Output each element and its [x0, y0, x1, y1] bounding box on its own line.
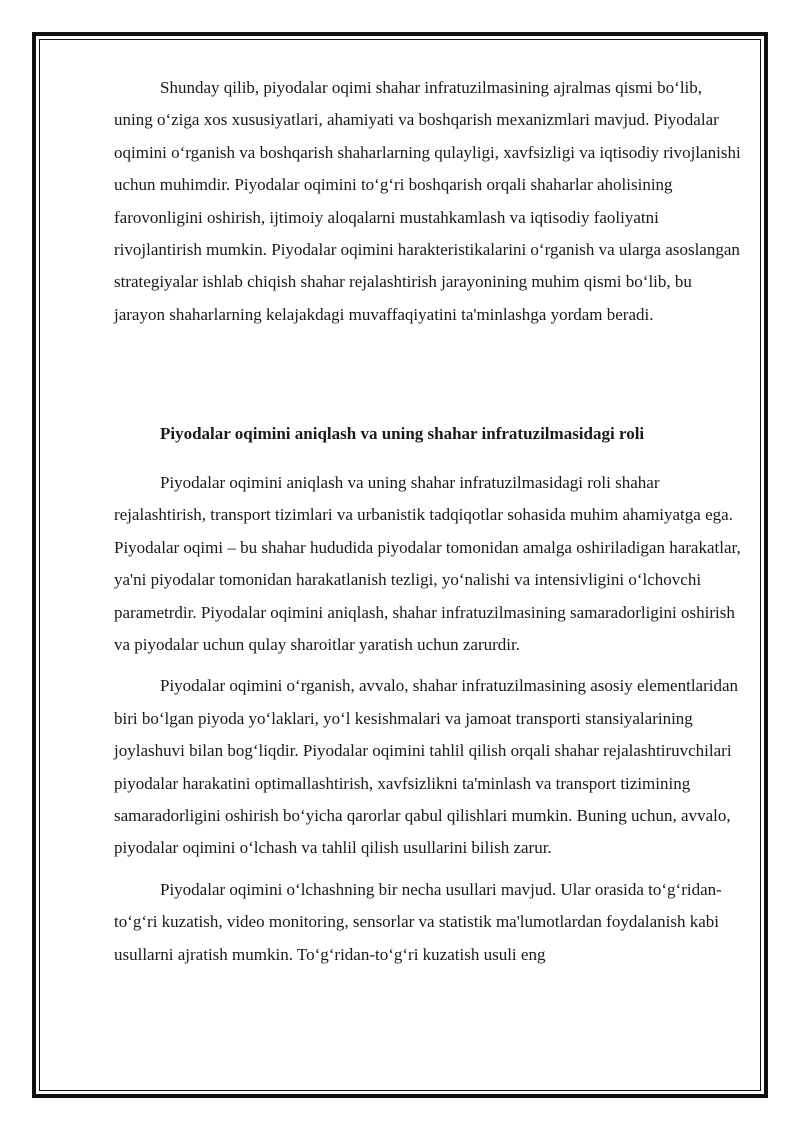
- paragraph: Piyodalar oqimini o‘lchashning bir necha usullari mavjud. Ular orasida to‘g‘ridan-to‘g‘ri kuzatish, video monitoring, sensorlar va statistik ma'lumotlardan foydalanish kabi usullarni ajratish mumkin. To‘g‘ridan-to‘g‘ri kuzatish usuli eng: [114, 879, 722, 964]
- paragraph: Piyodalar oqimini aniqlash va uning shahar infratuzilmasidagi roli shahar rejalashtirish, transport tizimlari va urbanistik tadqiqotlar sohasida muhim ahamiyatga ega. Piyodalar oqimi – bu shahar hududida piyodalar tomonidan amalga oshiriladigan harakatlar, ya'ni piyodalar tomonidan harakatlanish tezligi, yo‘nalishi va intensivligini o‘lchovchi parametrdir. Piyodalar oqimini aniqlash, shahar infratuzilmasining samaradorligini oshirish va piyodalar uchun qulay sharoitlar yaratish uchun zarurdir.: [114, 473, 741, 655]
- section-heading: Piyodalar oqimini aniqlash va uning shahar infratuzilmasidagi roli: [160, 424, 645, 443]
- paragraph: Shunday qilib, piyodalar oqimi shahar infratuzilmasining ajralmas qismi bo‘lib, uning o‘ziga xos xususiyatlari, ahamiyati va boshqarish mexanizmlari mavjud. Piyodalar oqimini o‘rganish va boshqarish shaharlarning qulayligi, xavfsizligi va iqtisodiy rivojlanishi uchun muhimdir. Piyodalar oqimini to‘g‘ri boshqarish orqali shaharlar aholisining farovonligini oshirish, ijtimoiy aloqalarni mustahkamlash va iqtisodiy faoliyatni rivojlantirish mumkin. Piyodalar oqimini harakteristikalarini o‘rganish va ularga asoslangan strategiyalar ishlab chiqish shahar rejalashtirish jarayonining muhim qismi bo‘lib, bu jarayon shaharlarning kelajakdagi muvaffaqiyatini ta'minlashga yordam beradi.: [114, 78, 741, 324]
- page-content: [114, 72, 742, 964]
- section-body: [114, 467, 742, 980]
- paragraph: Piyodalar oqimini o‘rganish, avvalo, shahar infratuzilmasining asosiy elementlaridan biri bo‘lgan piyoda yo‘laklari, yo‘l kesishmalari va jamoat transporti stansiyalarining joylashuvi bilan bog‘liqdir. Piyodalar oqimini tahlil qilish orqali shahar rejalashtiruvchilari piyodalar harakatini optimallashtirish, xavfsizlikni ta'minlash va transport tizimining samaradorligini oshirish bo‘yicha qarorlar qabul qilishlari mumkin. Buning uchun, avvalo, piyodalar oqimini o‘lchash va tahlil qilish usullarini bilish zarur.: [114, 676, 739, 858]
